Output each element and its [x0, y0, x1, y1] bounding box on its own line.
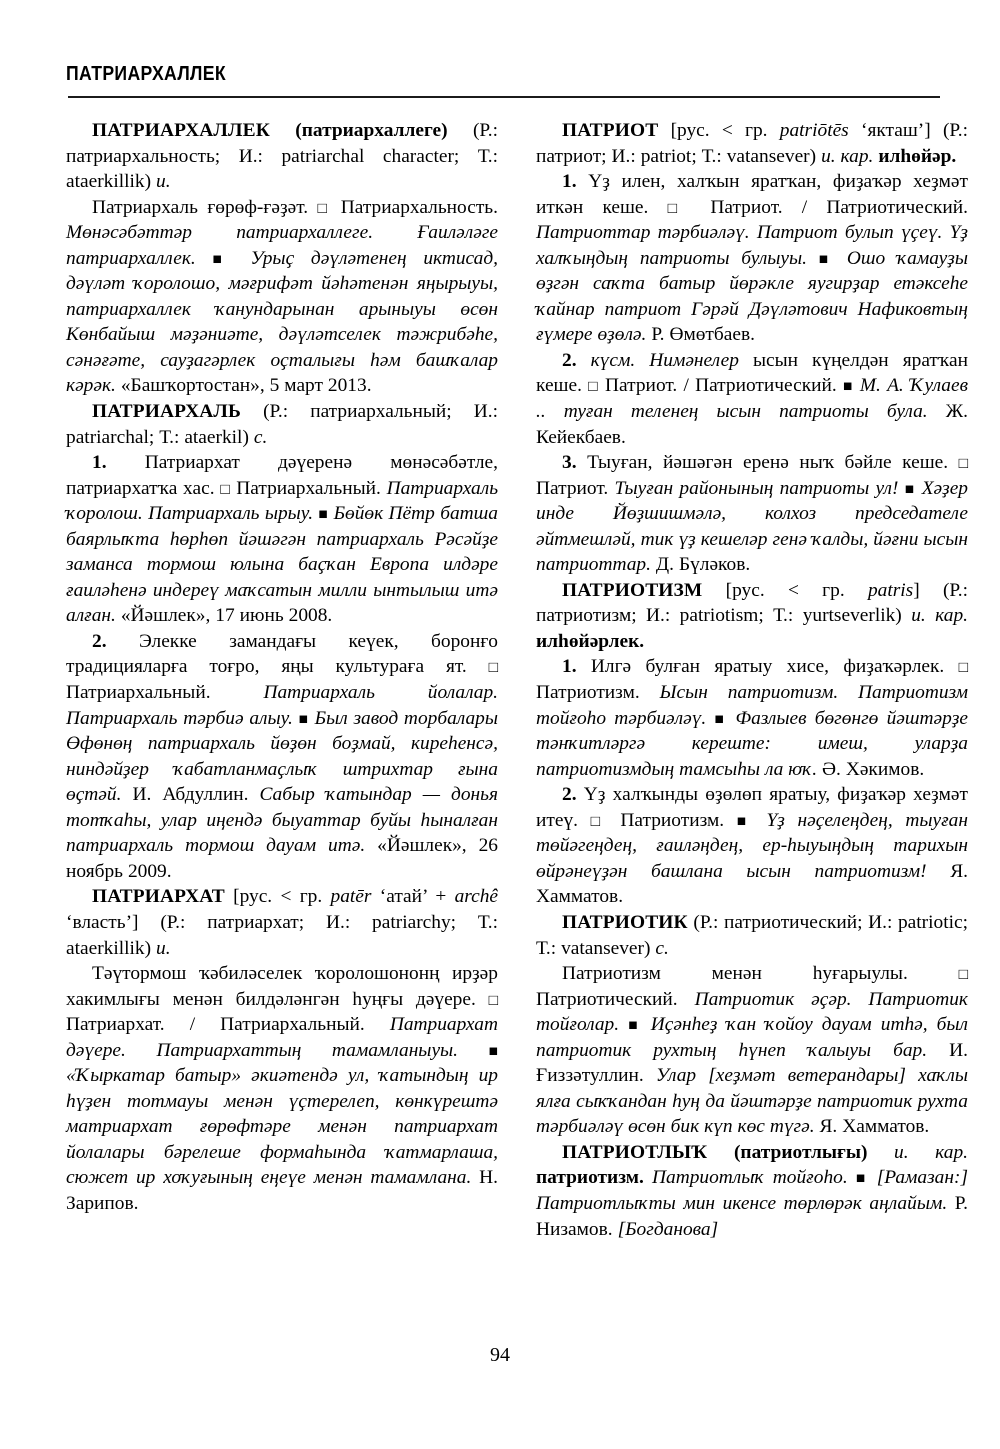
- header-divider-rule: [68, 96, 940, 98]
- citation-text-secondary: Сабыр ҡатындар — донья тотҡаһы, улар иңендә быуаттар буйы һыналған патриархаль тормош дауам итә.: [66, 784, 498, 857]
- definition-text: ысын күңелдән яратҡан кеше.: [536, 349, 969, 397]
- citation-attribution: И. Абдуллин.: [132, 784, 249, 806]
- usage-examples: Патриархаль йолалар. Патриархаль тәрбиә алыу.: [66, 682, 499, 729]
- definition-text: Элекке замандағы кеүек, боронғо традицияларға тоғро, яңы культураға ят.: [66, 630, 498, 678]
- open-square-icon: [959, 966, 968, 983]
- headword: ПАТРИОТ: [562, 120, 659, 141]
- dictionary-entry-patriarxal: [66, 399, 498, 450]
- open-square-icon: [959, 455, 968, 472]
- sense-block: [536, 169, 968, 348]
- usage-examples: Мөнәсәбәттәр патриархаллеге. Ғаиләләге патриархаллек.: [66, 222, 498, 269]
- usage-examples: Патриотлыҡ тойғоһо.: [652, 1167, 848, 1189]
- part-of-speech: и. кар.: [911, 605, 968, 627]
- citation-text: Бөйөк Пётр батша баярлыҡта һөрһөп йәшәгән патриархаль Рәсәйҙе заманса тормош юлына баҫҡан Европа илдәре ғаиләһенә индереү маҡсатын милли ынтылыш итә алған.: [66, 503, 498, 627]
- headword-inflected-form: (патриотлығы): [733, 1141, 868, 1163]
- citation-text: Хәҙер инде Йөҙшишмәлә, колхоз председателе әйтмешләй, тик үҙ кешеләр генә ҡалды, йәғни ысын патриоттар.: [536, 477, 969, 576]
- page-number: 94: [490, 1344, 510, 1366]
- part-of-speech: с.: [655, 937, 669, 959]
- russian-translation: Патриот.: [536, 477, 609, 499]
- dictionary-entry-patriot: [536, 118, 968, 169]
- open-square-icon: [489, 992, 498, 1009]
- russian-translation: Патриот. / Патриотический.: [605, 375, 837, 397]
- synonym-reference: патриотизм.: [536, 1167, 644, 1189]
- citation-attribution: Ә. Хәкимов.: [822, 758, 925, 780]
- filled-square-icon: [489, 1043, 498, 1060]
- etymology-open: [рус. < гр.: [725, 579, 845, 601]
- citation-text: Ошо ҡамауҙы өҙгән саҡта батыр йөрәкле яугирҙар етәксеһе ҡайнар патриот Гәрәй Дәүләтович Нафиковтың ғүмере өҙөлә.: [536, 247, 968, 346]
- gloss-line: (Р.: патриот; И.: patriot; Т.: vatansever): [536, 120, 969, 167]
- etymology-gloss: ‘атай’ +: [379, 886, 447, 908]
- sense-number: 3.: [562, 452, 577, 474]
- dictionary-entry-patriotlyq: [536, 1140, 968, 1242]
- dictionary-entry-patriotik: [536, 910, 968, 961]
- open-square-icon: [668, 200, 692, 217]
- filled-square-icon: [905, 481, 916, 498]
- headword: ПАТРИАРХАЛЛЕК: [92, 120, 270, 141]
- gloss-line: (Р.: патриотический; И.: patriotic; Т.: vatansever): [536, 911, 968, 959]
- definition-text-italic: Нимәнелер: [649, 349, 739, 371]
- etymology-gloss-2: ‘власть’]: [66, 911, 139, 933]
- gloss-line: (Р.: патриархальный; И.: patriarchal; Т.: ataerkil): [66, 401, 498, 448]
- citation-source: «Йәшлек», 17 июнь 2008.: [120, 605, 333, 627]
- open-square-icon: [489, 659, 498, 676]
- citation-text: «Ҡыркатар батыр» әкиәтендә ул, ҡатындың ир һүҙен тотмауы менән үҫтерелеп, көнкүрештә матриархат ғөрөфтәре менән патриархат йолалары бәрелеше формаһында ҡатмарлаша, сюжет ир хоҡуғының еңеүе менән тамамлана.: [66, 1065, 498, 1189]
- etymology-latin-form: patris: [867, 579, 914, 601]
- citation-text: Үҙ нәҫелеңдең, тыуған төйәгеңдең, ғаиләңдең, ер-һыуыңдың тарихын өйрәнеүҙән башлана ысын патриотизм!: [536, 809, 968, 882]
- sense-number: 2.: [562, 349, 577, 371]
- citation-attribution: И. Ғиззәтуллин.: [536, 1039, 968, 1087]
- etymology-latin-form: patriōtēs: [779, 120, 849, 141]
- gloss-line: (Р.: патриотизм; И.: patriotism; Т.: yurtseverlik): [536, 579, 968, 627]
- part-of-speech: и. кар.: [821, 145, 874, 167]
- sense-number: 2.: [92, 630, 107, 652]
- citation-text: Урыҫ дәүләтенең иктисад, дәүләт ҡоролошо, мәғрифәт йәһәтенән яңырыуы, патриархаллек ҡанундарынан арыныуы өсөн Көнбайыш мәҙәниәте, дәүләтселек тәжрибәһе, сәнәғәте, сауҙагәрлек оҫталығы һәм башҡалар кәрәк.: [66, 247, 498, 397]
- citation-text: Фазлыев бөгөнгө йәштәрҙе тәнҡитләргә кереште: имеш, уларҙа патриотизмдың тамсыһы ла юҡ.: [536, 707, 969, 780]
- entry-body: [66, 961, 498, 1216]
- usage-examples: Патриархат дәүере. Патриархаттың тамамланыуы.: [66, 1014, 498, 1061]
- definition-text: Патриархаль ғөрөф-ғәҙәт.: [92, 196, 309, 218]
- filled-square-icon: [819, 251, 835, 268]
- usage-examples: Тыуған районының патриоты ул!: [614, 477, 899, 499]
- definition-text: Үҙ халҡынды өҙөлөп яратыу, фиҙаҡәр хеҙмәт итеү.: [536, 784, 968, 831]
- etymology-gloss: ‘якташ’]: [860, 120, 931, 141]
- filled-square-icon: [715, 711, 728, 728]
- definition-text: Үҙ илен, халҡын яратҡан, фиҙаҡәр хеҙмәт иткән кеше.: [536, 171, 968, 218]
- russian-translation: Патриотизм.: [536, 682, 640, 704]
- sense-number: 1.: [562, 656, 577, 678]
- headword: ПАТРИАРХАЛЬ: [92, 401, 241, 423]
- russian-translation: Патриархальность.: [340, 196, 498, 218]
- definition-text: Илгә булған яратыу хисе, фиҙаҡәрлек.: [590, 656, 945, 678]
- open-square-icon: [318, 200, 332, 217]
- filled-square-icon: [737, 813, 754, 830]
- sense-label: күсм.: [590, 349, 636, 371]
- usage-examples: Патриотик әҫәр. Патриотик тойғолар.: [536, 988, 968, 1036]
- etymology-latin-form: patēr: [330, 886, 372, 908]
- dictionary-entry-patriarxallek: [66, 118, 498, 195]
- left-column: [66, 118, 498, 1242]
- sense-number: 1.: [562, 171, 577, 193]
- open-square-icon: [220, 481, 230, 498]
- part-of-speech: и. кар.: [894, 1141, 968, 1163]
- russian-translation: Патриархат. / Патриархальный.: [66, 1014, 365, 1036]
- citation-text: [Рамазан:] Патриотлыҡты мин икенсе төрлөрәк аңлайым.: [536, 1167, 969, 1214]
- citation-text: Иҫәнһеҙ ҡан ҡойоу дауам итһә, был патриотик рухтың һүнеп ҡалыуы бар.: [536, 1014, 969, 1061]
- headword: ПАТРИОТИЗМ: [562, 579, 703, 601]
- part-of-speech: с.: [253, 426, 268, 448]
- gloss-line: (Р.: патриархат; И.: patriarchy; Т.: ataerkillik): [66, 911, 498, 959]
- sense-block: [536, 348, 968, 450]
- right-column: [536, 118, 968, 1242]
- russian-translation: Патриот. / Патриотический.: [710, 196, 968, 218]
- entry-body: [536, 961, 968, 1140]
- filled-square-icon: [628, 1017, 642, 1034]
- etymology-open: [рус. < гр.: [233, 886, 323, 908]
- two-column-body: [0, 118, 1000, 1242]
- citation-attribution: Я. Хамматов.: [536, 860, 968, 908]
- definition-text: Тәүтормош ҡәбиләселек ҡоролошононң ирҙәр хакимлығы менән билдәләнгән һуңғы дәүере.: [66, 963, 498, 1010]
- citation-text: М. А. Ҡулаев .. туған теленең ысын патриоты була.: [536, 375, 969, 423]
- citation-attribution: Д. Бүләков.: [655, 554, 751, 576]
- dictionary-entry-patriotizm: [536, 578, 968, 655]
- part-of-speech: и.: [156, 937, 171, 959]
- usage-examples: Ысын патриотизм. Патриотизм тойғоһо тәрбиәләү.: [536, 682, 968, 729]
- filled-square-icon: [213, 251, 234, 268]
- filled-square-icon: [843, 378, 854, 395]
- synonym-reference: илһөйәрлек.: [536, 630, 645, 652]
- sense-block: [536, 450, 968, 578]
- russian-translation: Патриотизм.: [620, 809, 725, 831]
- running-head: ПАТРИАРХАЛЛЕК: [66, 62, 226, 85]
- citation-attribution-2: Я. Хамматов.: [819, 1116, 930, 1138]
- sense-number: 2.: [562, 784, 577, 806]
- usage-examples: Патриоттар тәрбиәләү. Патриот булып үҫеү. Үҙ халҡыңдың патриоты булыуы.: [536, 222, 968, 269]
- sense-block: [536, 782, 968, 910]
- filled-square-icon: [318, 506, 328, 523]
- citation-attribution: Р. Низамов.: [536, 1192, 968, 1240]
- sense-block: [66, 450, 498, 629]
- part-of-speech: и.: [156, 171, 171, 193]
- definition-text: Тыуған, йәшәгән еренә ныҡ бәйле кеше.: [587, 452, 949, 474]
- citation-source: «Йәшлек», 26 ноябрь 2009.: [66, 835, 499, 882]
- sense-block: [66, 629, 498, 884]
- sense-block: [536, 654, 968, 782]
- synonym-reference: илһөйәр.: [878, 145, 957, 167]
- sense-number: 1.: [92, 452, 107, 474]
- russian-translation: Патриотический.: [536, 988, 678, 1010]
- headword: ПАТРИОТИК: [562, 911, 688, 933]
- headword: ПАТРИАРХАТ: [92, 886, 225, 908]
- citation-attribution: Р. Өмөтбаев.: [651, 324, 755, 346]
- open-square-icon: [959, 659, 968, 676]
- citation-text: Был завод торбалары Өфөнөң патриархаль йөҙөн боҙмай, киреһенсә, ниндәйҙер ҡабатланмаҫлыҡ штрихтар ғына өҫтәй.: [66, 707, 498, 806]
- entry-body: [66, 195, 498, 399]
- russian-translation: Патриархальный.: [66, 682, 211, 704]
- open-square-icon: [591, 813, 608, 830]
- filled-square-icon: [299, 711, 309, 728]
- dictionary-entry-patriarxat: [66, 884, 498, 961]
- open-square-icon: [588, 378, 599, 395]
- definition-text: Патриархат дәүеренә мөнәсәбәтле, патриархатҡа хас.: [66, 452, 498, 499]
- citation-attribution: Ж. Кейекбаев.: [536, 401, 968, 448]
- russian-translation: Патриархальный.: [236, 477, 381, 499]
- etymology-open: [рус. < гр.: [670, 120, 768, 141]
- filled-square-icon: [856, 1170, 869, 1187]
- etymology-close: ]: [913, 579, 920, 601]
- citation-attribution: Н. Зарипов.: [66, 1167, 498, 1214]
- gloss-line: (Р.: патриархальность; И.: patriarchal character; Т.: ataerkillik): [66, 120, 498, 193]
- headword: ПАТРИОТЛЫҠ: [562, 1141, 708, 1163]
- editor-credit: [Богданова]: [617, 1218, 719, 1240]
- usage-examples: Патриархаль ҡоролош. Патриархаль ырыу.: [66, 477, 499, 525]
- definition-text: Патриотизм менән һуғарыулы.: [562, 963, 908, 985]
- citation-source: «Башҡортостан», 5 март 2013.: [120, 375, 372, 397]
- headword-inflected-form: (патриархаллеге): [295, 120, 448, 141]
- etymology-latin-form-2: archê: [454, 886, 499, 908]
- citation-text-secondary: Улар [хеҙмәт ветерандары] хаҡлы ялға сыҡҡандан һуң да йәштәрҙе патриотик рухта тәрбиәләү өсөн бик күп көс түгә.: [536, 1065, 968, 1138]
